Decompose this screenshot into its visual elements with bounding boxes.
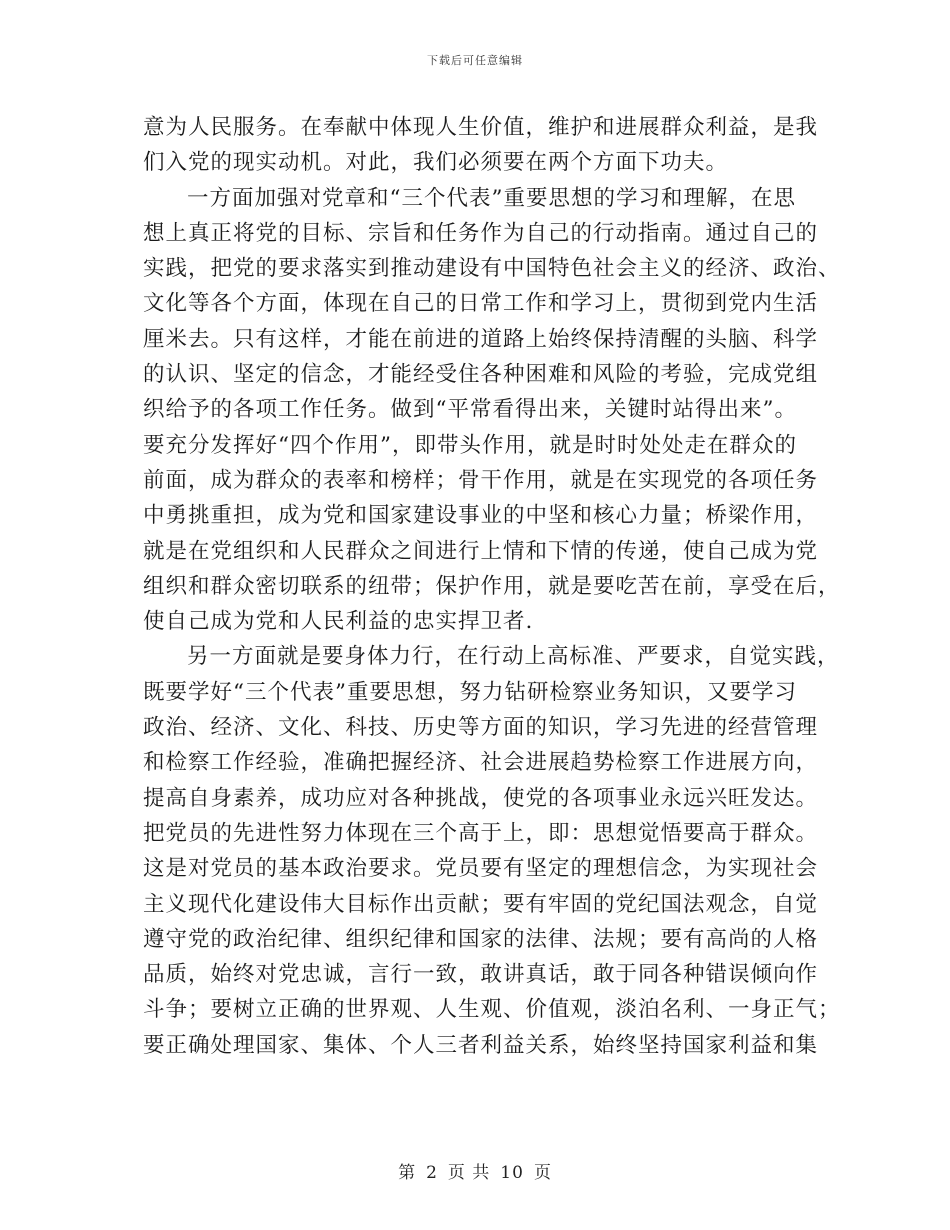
body-line: 前面，成为群众的表率和榜样；骨干作用，就是在实现党的各项任务 (143, 467, 819, 493)
body-line: 组织和群众密切联系的纽带；保护作用，就是要吃苦在前，享受在后， (143, 573, 841, 599)
body-line: 这是对党员的基本政治要求。党员要有坚定的理想信念，为实现社会 (143, 856, 819, 882)
body-line: 织给予的各项工作任务。做到“平常看得出来，关键时站得出来”。 (143, 397, 797, 423)
page-label-prefix: 第 (398, 1163, 417, 1183)
body-line: 和检察工作经验，准确把握经济、社会进展趋势检察工作进展方向， (143, 750, 819, 776)
body-line: 把党员的先进性努力体现在三个高于上，即：思想觉悟要高于群众。 (143, 820, 819, 846)
body-line: 厘米去。只有这样，才能在前进的道路上始终保持清醒的头脑、科学 (143, 326, 819, 352)
page-number-footer (0, 1158, 950, 1183)
current-page-number: 2 (426, 1163, 438, 1183)
page-label-suffix: 页 (533, 1163, 552, 1183)
body-line: 政治、经济、文化、科技、历史等方面的知识，学习先进的经营管理 (143, 715, 819, 741)
body-line: 中勇挑重担，成为党和国家建设事业的中坚和核心力量；桥梁作用， (143, 503, 819, 529)
body-line: 要充分发挥好“四个作用”，即带头作用，就是时时处处走在群众的 (143, 432, 797, 458)
body-line: 提高自身素养，成功应对各种挑战，使党的各项事业永远兴旺发达。 (143, 785, 819, 811)
page-header-note: 下载后可任意编辑 (427, 54, 523, 67)
total-page-count: 10 (500, 1163, 524, 1183)
body-line: 要正确处理国家、集体、个人三者利益关系，始终坚持国家利益和集 (143, 1032, 819, 1058)
body-line: 意为人民服务。在奉献中体现人生价值，维护和进展群众利益，是我 (143, 115, 819, 140)
body-line: 们入党的现实动机。对此，我们必须要在两个方面下功夫。 (143, 150, 729, 176)
paragraph-first-line: 另一方面就是要身体力行，在行动上高标准、严要求，自觉实践， (187, 644, 840, 670)
body-line: 斗争；要树立正确的世界观、人生观、价值观，淡泊名利、一身正气； (143, 997, 841, 1023)
body-line: 的认识、坚定的信念，才能经受住各种困难和风险的考验，完成党组 (143, 362, 819, 388)
body-line: 就是在党组织和人民群众之间进行上情和下情的传递，使自己成为党 (143, 538, 819, 564)
page-label-mid: 页 共 (447, 1163, 491, 1183)
body-line: 文化等各个方面，体现在自己的日常工作和学习上，贯彻到党内生活 (143, 291, 819, 317)
paragraph-first-line: 一方面加强对党章和“三个代表”重要思想的学习和理解，在思 (187, 185, 796, 211)
document-body (143, 110, 841, 1063)
body-line: 遵守党的政治纪律、组织纪律和国家的法律、法规；要有高尚的人格 (143, 926, 819, 952)
body-line: 想上真正将党的目标、宗旨和任务作为自己的行动指南。通过自己的 (143, 220, 819, 246)
body-line: 既要学好“三个代表”重要思想，努力钻研检察业务知识，又要学习 (143, 679, 797, 705)
body-line: 使自己成为党和人民利益的忠实捍卫者. (143, 609, 534, 635)
body-line: 主义现代化建设伟大目标作出贡献；要有牢固的党纪国法观念，自觉 (143, 891, 819, 917)
body-line: 品质，始终对党忠诚，言行一致，敢讲真话，敢于同各种错误倾向作 (143, 962, 819, 988)
body-line: 实践，把党的要求落实到推动建设有中国特色社会主义的经济、政治、 (143, 256, 841, 282)
